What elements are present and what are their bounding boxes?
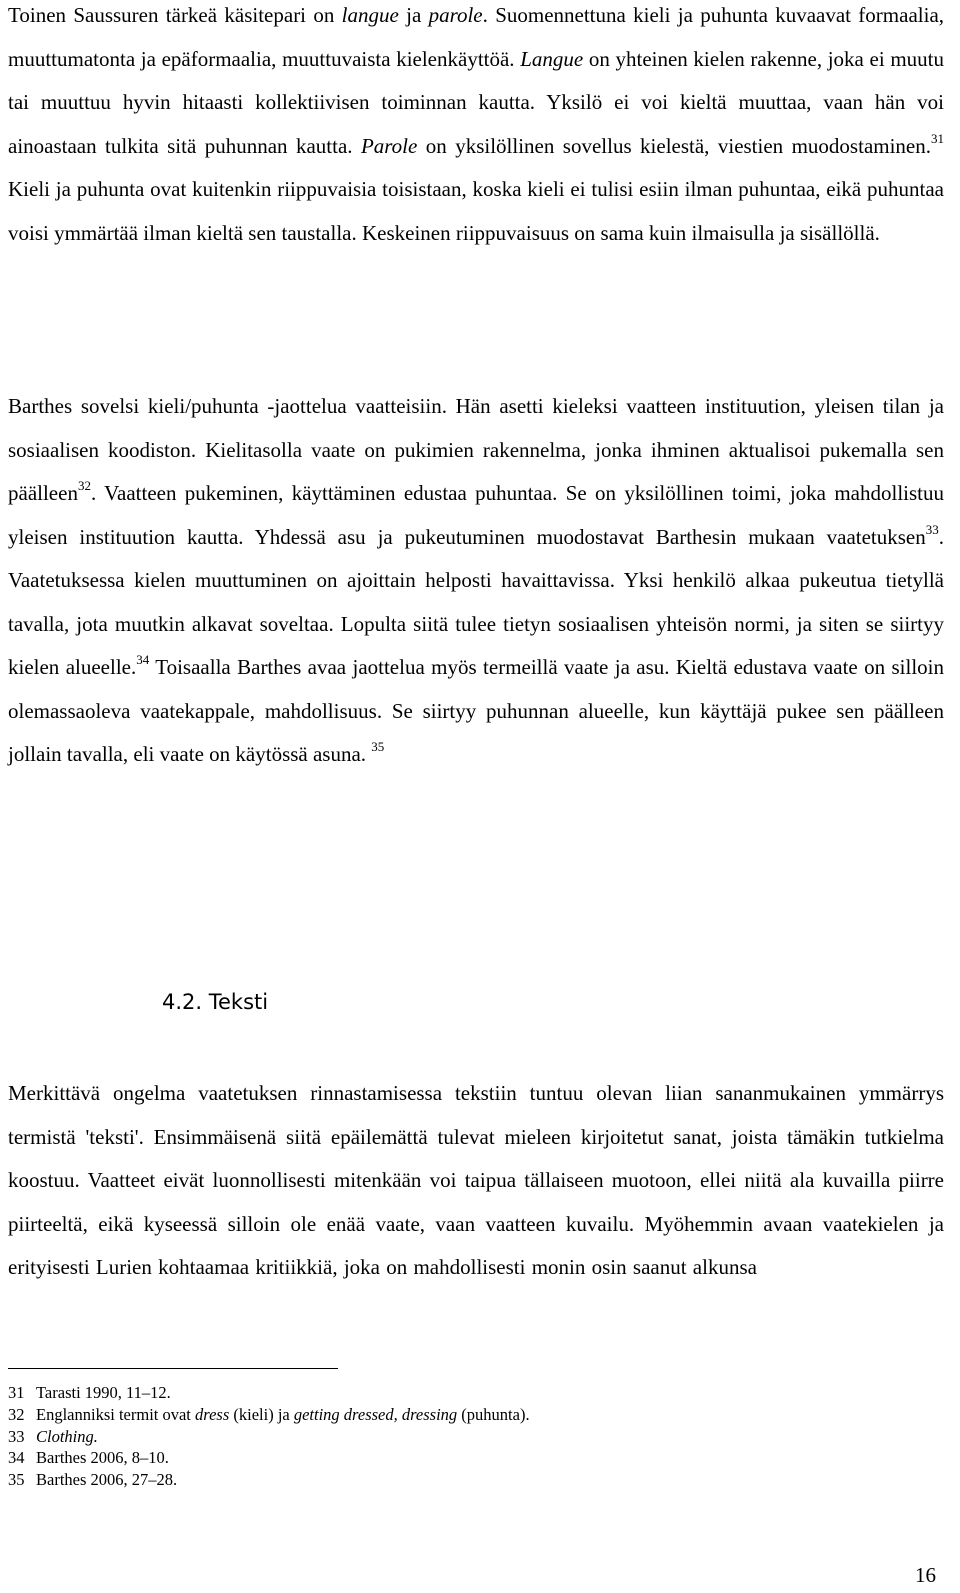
text-run: . Vaatteen pukeminen, käyttäminen edustaa puhuntaa. Se on yksilöllinen toimi, joka mahdollistuu yleisen instituution kautta. Yhdessä asu ja pukeutuminen muodostavat Barthesin mukaan vaatetuksen	[8, 481, 944, 549]
footnote-item	[8, 1382, 948, 1404]
footnote-item	[8, 1469, 948, 1491]
text-run: Kieli ja puhunta ovat kuitenkin riippuvaisia toisistaan, koska kieli ei tulisi esiin ilman puhuntaa, eikä puhuntaa voisi ymmärtää ilman kieltä sen taustalla. Keskeinen riippuvaisuus on sama kuin ilmaisulla ja sisällöllä.	[8, 177, 944, 245]
body-paragraph	[8, 0, 944, 255]
text-run: on yhteinen kielen rakenne, joka ei muutu tai muuttuu hyvin hitaasti kollektiivisen toiminnan kautta. Yksilö ei voi kieltä muuttaa, vaan hän voi ainoastaan tulkita sitä puhunnan kautta.	[8, 46, 944, 158]
text-run: on yksilöllinen sovellus kielestä, viestien muodostaminen.	[417, 133, 931, 158]
footnote-item	[8, 1404, 948, 1426]
footnote-number: 34	[8, 1448, 25, 1468]
text-run: . Suomennettuna kieli ja puhunta kuvaavat formaalia, muuttumatonta ja epäformaalia, muuttuvaista kielenkäyttöä.	[8, 3, 945, 71]
italic-term: parole	[428, 3, 483, 27]
text-run: (puhunta).	[457, 1404, 530, 1424]
footnote-text	[36, 1404, 530, 1426]
body-paragraph	[8, 385, 944, 777]
footnote-ref[interactable]: 31	[931, 130, 944, 146]
footnote-ref[interactable]: 34	[136, 652, 150, 667]
page-number: 16	[915, 1563, 936, 1587]
footnote-number: 32	[8, 1404, 25, 1424]
footnote-number: 35	[8, 1470, 25, 1490]
body-paragraph: Merkittävä ongelma vaatetuksen rinnastamisessa tekstiin tuntuu olevan liian sananmukainen ymmärrys termistä 'teksti'. Ensimmäisenä siitä epäilemättä tulevat mieleen kirjoitetut sanat, joista tämäkin tutkielma koostuu. Vaatteet eivät luonnollisesti mitenkään voi taipua tällaiseen muotoon, ellei niitä ala kuvailla piirre piirteeltä, eikä kyseessä silloin ole enää vaate, vaan vaatteen kuvailu. Myöhemmin avaan vaatekielen ja erityisesti Lurien kohtaamaa kritiikkiä, joka on mahdollisesti monin osin saanut alkunsa	[8, 1081, 944, 1279]
footnote-text: Tarasti 1990, 11–12.	[36, 1383, 171, 1402]
footnote-ref[interactable]: 35	[371, 739, 385, 754]
footnote-text: Clothing.	[36, 1426, 98, 1446]
footnote-item	[8, 1447, 948, 1469]
text-run: ja	[398, 3, 429, 27]
italic-term: getting dressed, dressing	[293, 1404, 458, 1424]
text-run: Toinen Saussuren tärkeä käsitepari on	[8, 3, 342, 27]
footnote-number: 33	[8, 1426, 25, 1446]
text-run: (kieli) ja	[229, 1404, 294, 1424]
italic-term: dress	[195, 1404, 230, 1424]
footnote-number: 31	[8, 1383, 25, 1402]
footnote-ref[interactable]: 32	[77, 478, 91, 493]
footnote-list	[8, 1382, 948, 1491]
footnote-item	[8, 1426, 948, 1448]
footnote-ref[interactable]: 33	[925, 521, 939, 537]
section-heading: 4.2. Teksti	[162, 990, 269, 1014]
italic-term: langue	[341, 3, 399, 27]
footnote-text: Barthes 2006, 27–28.	[36, 1470, 178, 1490]
text-run: Englanniksi termit ovat	[36, 1404, 196, 1424]
italic-term: Parole	[360, 133, 418, 158]
footnote-separator	[8, 1368, 338, 1369]
footnote-text: Barthes 2006, 8–10.	[36, 1448, 169, 1468]
text-run: . Vaatetuksessa kielen muuttuminen on ajoittain helposti havaittavissa. Yksi henkilö alkaa pukeutua tietyllä tavalla, jota muutkin alkavat soveltaa. Lopulta siitä tulee tietyn sosiaalisen yhteisön normi, ja siten se siirtyy kielen alueelle.	[8, 524, 944, 679]
italic-term: Langue	[520, 46, 584, 71]
text-run: Toisaalla Barthes avaa jaottelua myös termeillä vaate ja asu. Kieltä edustava vaate on silloin olemassaoleva vaatekappale, mahdollisuus. Se siirtyy puhunnan alueelle, kun käyttäjä pukee sen päälleen jollain tavalla, eli vaate on käytössä asuna.	[8, 655, 944, 766]
text-run: Barthes sovelsi kieli/puhunta -jaottelua vaatteisiin. Hän asetti kieleksi vaatteen instituution, yleisen tilan ja sosiaalisen koodiston. Kielitasolla vaate on pukimien rakennelma, jonka ihminen aktualisoi pukemalla sen päälleen	[8, 394, 944, 505]
